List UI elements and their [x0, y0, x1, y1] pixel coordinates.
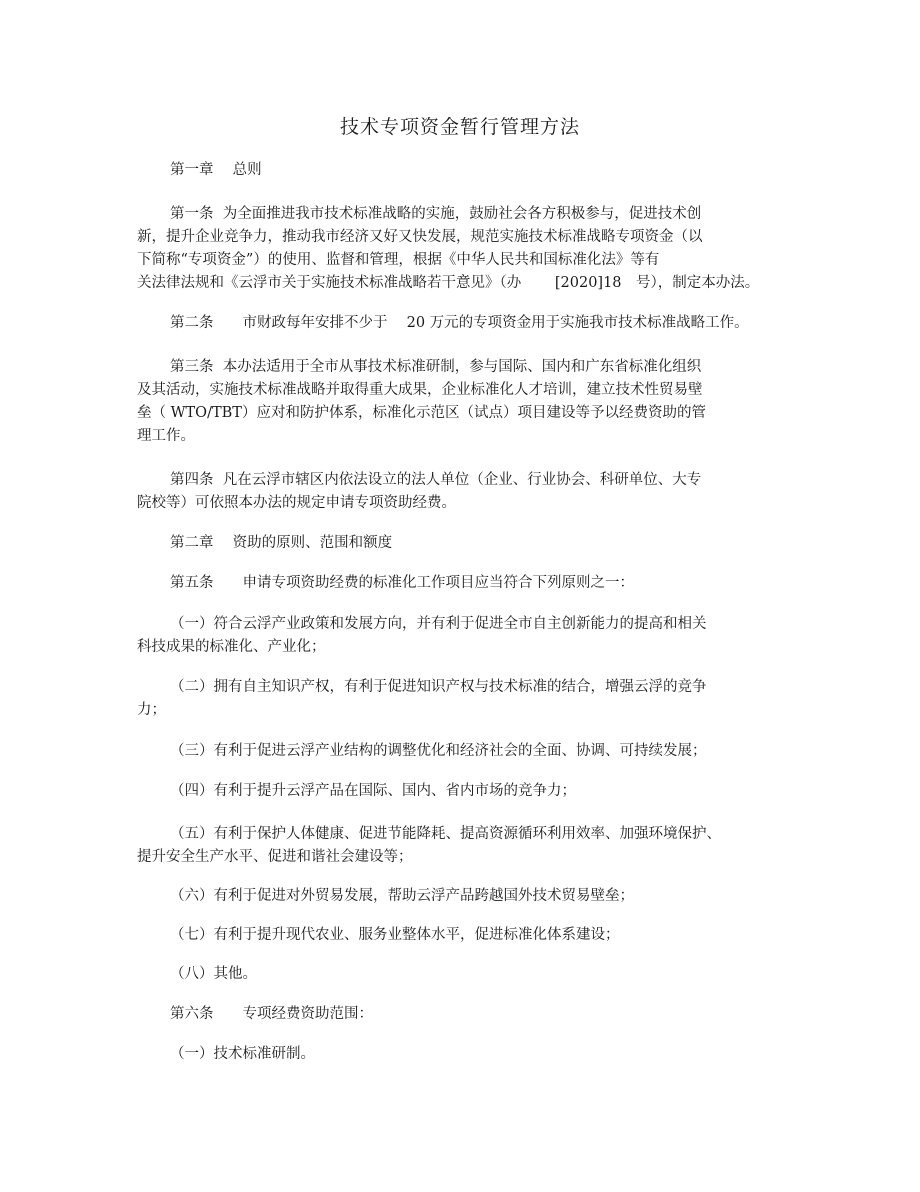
article-1-line: 关法律法规和《云浮市关于实施技术标准战略若干意见》（办 [2020]18 号），制定本办法。 — [137, 275, 760, 291]
principle-4: （四）有利于提升云浮产品在国际、国内、省内市场的竞争力； — [170, 783, 576, 799]
principle-3: （三）有利于促进云浮产业结构的调整优化和经济社会的全面、协调、可持续发展； — [170, 743, 707, 759]
scope-item-1: （一）技术标准研制。 — [170, 1046, 315, 1062]
principle-5-line: （五）有利于保护人体健康、促进节能降耗、提高资源循环利用效率、加强环境保护、 — [170, 826, 721, 842]
article-1-line: 第一条 为全面推进我市技术标准战略的实施，鼓励社会各方积极参与，促进技术创 — [170, 206, 702, 222]
principle-7: （七）有利于提升现代农业、服务业整体水平，促进标准化体系建设； — [170, 927, 620, 943]
article-3-line: 第三条 本办法适用于全市从事技术标准研制，参与国际、国内和广东省标准化组织 — [170, 359, 702, 375]
article-4-line: 第四条 凡在云浮市辖区内依法设立的法人单位（企业、行业协会、科研单位、大专 — [170, 472, 702, 488]
article-2: 第二条 市财政每年安排不少于 20 万元的专项资金用于实施我市技术标准战略工作。 — [170, 315, 749, 331]
article-1-line: 下简称“专项资金”）的使用、监督和管理，根据《中华人民共和国标准化法》等有 — [137, 252, 660, 268]
chapter-heading: 第二章 资助的原则、范围和额度 — [170, 535, 393, 551]
document-title: 技术专项资金暂行管理方法 — [339, 116, 580, 138]
article-3-line: 理工作。 — [137, 428, 195, 444]
article-6: 第六条 专项经费资助范围： — [170, 1006, 373, 1022]
principle-1-line: （一）符合云浮产业政策和发展方向，并有利于促进全市自主创新能力的提高和相关 — [170, 616, 707, 632]
principle-5-line: 提升安全生产水平、促进和谐社会建设等； — [137, 849, 413, 865]
principle-8: （八）其他。 — [170, 966, 257, 982]
article-5: 第五条 申请专项资助经费的标准化工作项目应当符合下列原则之一： — [170, 575, 634, 591]
article-3-line: 及其活动，实施技术标准战略并取得重大成果，企业标准化人才培训，建立技术性贸易壁 — [137, 382, 703, 398]
chapter-heading: 第一章 总则 — [170, 162, 262, 178]
article-3-line: 垒（ WTO/TBT）应对和防护体系，标准化示范区（试点）项目建设等予以经费资助的管 — [137, 405, 706, 421]
principle-2-line: 力； — [137, 702, 166, 718]
principle-2-line: （二）拥有自主知识产权，有利于促进知识产权与技术标准的结合，增强云浮的竞争 — [170, 679, 707, 695]
principle-1-line: 科技成果的标准化、产业化； — [137, 639, 326, 655]
article-4-line: 院校等）可依照本办法的规定申请专项资助经费。 — [137, 495, 456, 511]
article-1-line: 新，提升企业竞争力，推动我市经济又好又快发展，规范实施技术标准战略专项资金（以 — [137, 229, 703, 245]
principle-6: （六）有利于促进对外贸易发展，帮助云浮产品跨越国外技术贸易壁垒； — [170, 888, 634, 904]
